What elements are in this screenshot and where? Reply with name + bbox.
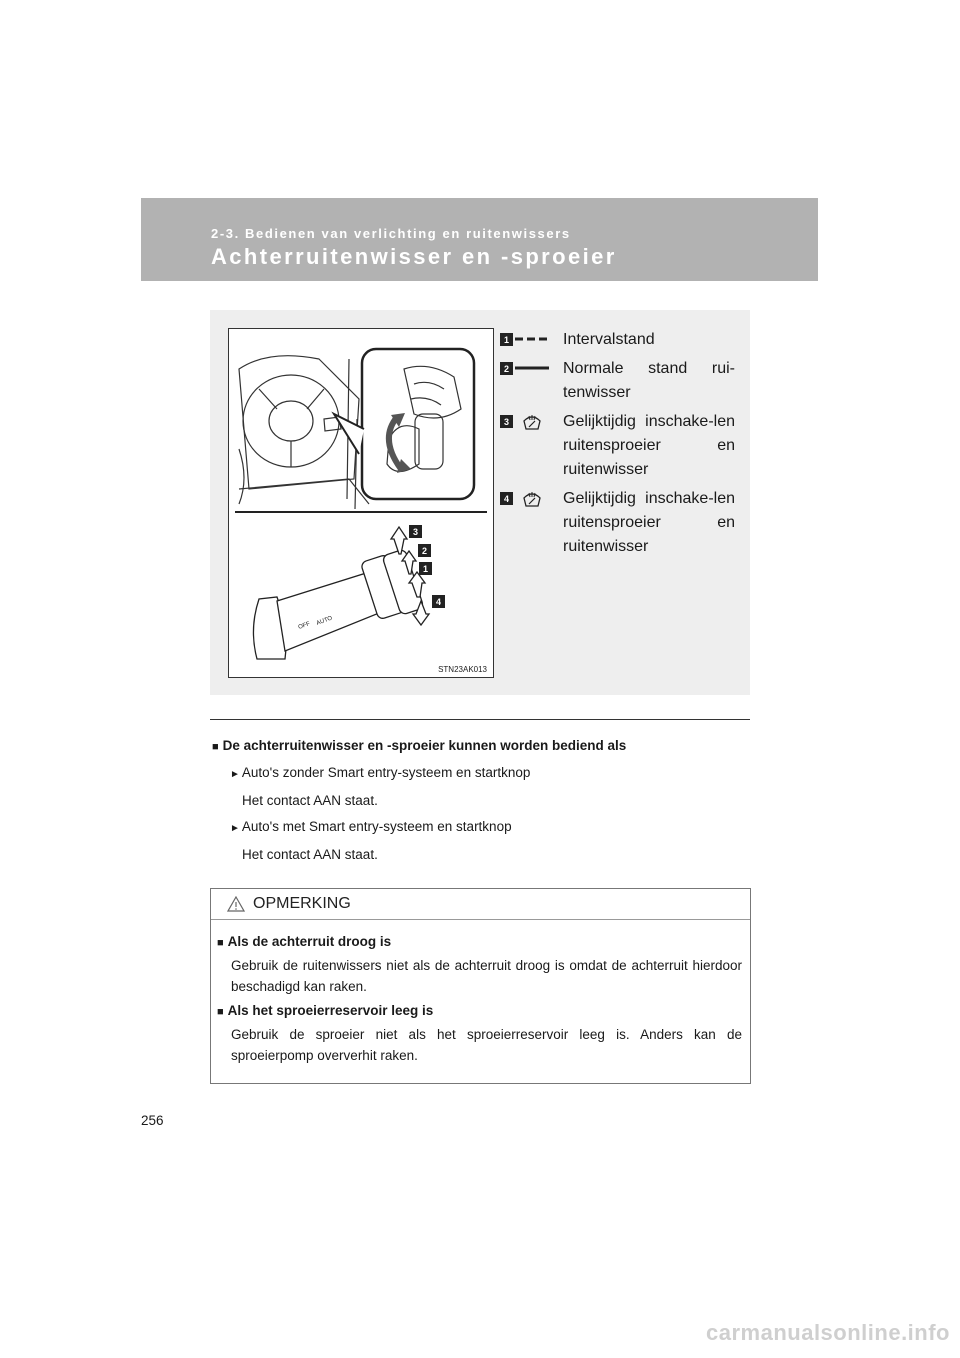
callout-2: 2 (421, 546, 428, 556)
section-title: 2-3. Bedienen van verlichting en ruitenwissers (211, 226, 571, 241)
notice-section-heading: ■ Als het sproeierreservoir leeg is (217, 1003, 434, 1018)
intermittent-dashed-line-icon (513, 328, 551, 350)
svg-text:AUTO: AUTO (315, 615, 334, 627)
callout-3: 3 (412, 527, 419, 537)
condition-detail: Het contact AAN staat. (242, 793, 378, 808)
arrow-right-icon: ► (230, 823, 240, 834)
legend-label: Gelijktijdig inschake-len ruitensproeier en ruitenwisser (563, 490, 735, 555)
legend-label: Gelijktijdig inschake-len ruitensproeier en ruitenwisser (563, 413, 735, 478)
conditions-heading: ■ De achterruitenwisser en -sproeier kunnen worden bediend als (212, 738, 627, 753)
wiper-lever-illustration (228, 328, 494, 678)
callout-4: 4 (435, 597, 442, 607)
washer-spray-icon (513, 487, 551, 509)
callout-1: 1 (422, 564, 429, 574)
notice-box (210, 888, 751, 1084)
notice-section-heading: ■ Als de achterruit droog is (217, 934, 392, 949)
page-title: Achterruitenwisser en -sproeier (211, 244, 617, 269)
bullet-square-icon: ■ (212, 741, 219, 753)
condition-item: ► Auto's zonder Smart entry-systeem en startknop (230, 765, 531, 780)
figure-panel (210, 310, 750, 695)
washer-spray-icon (513, 410, 551, 432)
legend-item (500, 328, 735, 352)
page-number: 256 (141, 1113, 164, 1128)
legend-item (500, 410, 735, 482)
notice-section-text: Gebruik de sproeier niet als het sproeierreservoir leeg is. Anders kan de sproeierpomp oververhit raken. (231, 1027, 742, 1063)
bullet-square-icon: ■ (217, 1006, 224, 1018)
section-divider (210, 719, 750, 720)
legend-item (500, 487, 735, 559)
arrow-right-icon: ► (230, 769, 240, 780)
bullet-square-icon: ■ (217, 937, 224, 949)
legend-number: 2 (500, 362, 513, 375)
chapter-header (141, 198, 818, 281)
condition-detail: Het contact AAN staat. (242, 847, 378, 862)
legend-number: 4 (500, 492, 513, 505)
legend (500, 328, 735, 564)
legend-number: 3 (500, 415, 513, 428)
svg-text:OFF: OFF (297, 621, 311, 631)
notice-title: OPMERKING (253, 895, 351, 912)
legend-label: Intervalstand (563, 331, 655, 348)
notice-section-text: Gebruik de ruitenwissers niet als de achterruit droog is omdat de achterruit hierdoor beschadigd kan raken. (231, 958, 742, 994)
condition-item: ► Auto's met Smart entry-systeem en startknop (230, 819, 512, 834)
figure-code: STN23AK013 (438, 665, 487, 674)
warning-triangle-icon (227, 896, 245, 912)
solid-line-icon (513, 357, 551, 379)
legend-label: Normale stand rui-tenwisser (563, 360, 735, 401)
legend-number: 1 (500, 333, 513, 346)
notice-header (211, 889, 750, 920)
legend-item (500, 357, 735, 405)
operation-conditions (212, 739, 748, 862)
watermark: carmanualsonline.info (706, 1320, 950, 1345)
